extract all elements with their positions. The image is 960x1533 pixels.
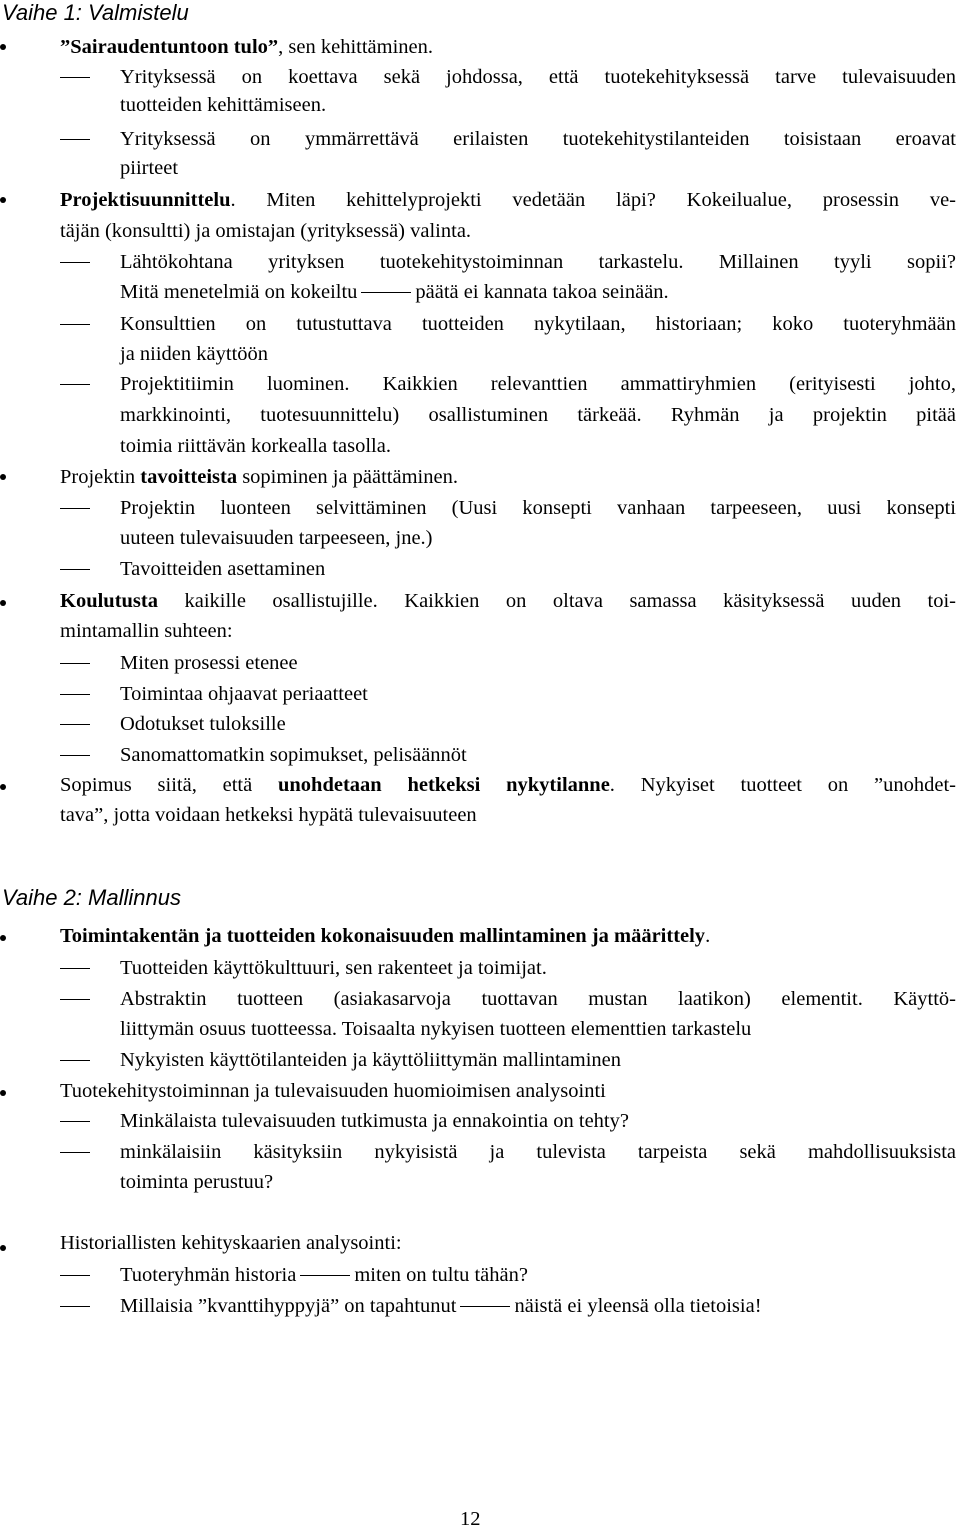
item-text: , sen kehittäminen.	[278, 36, 434, 58]
bold-text: ”Sairaudentuntoon tulo”	[60, 36, 279, 58]
bullet	[0, 1090, 6, 1096]
dash-marker	[60, 724, 90, 725]
sub-item-line: tuotteiden kehittämiseen.	[120, 94, 327, 116]
sub-item: Tuotteiden käyttökulttuuri, sen rakenteet ja toimijat.	[120, 957, 547, 979]
dash-marker	[60, 384, 90, 385]
bold-text: tavoitteista	[140, 466, 238, 488]
em-dash	[460, 1306, 510, 1307]
em-dash	[300, 1275, 350, 1276]
item-text: sopiminen ja päättäminen.	[237, 466, 458, 488]
dash-marker	[60, 968, 90, 969]
list-item	[60, 587, 956, 615]
bullet	[0, 600, 6, 606]
sub-item-text: Tuoteryhmän historia	[120, 1264, 297, 1286]
bullet	[0, 935, 6, 941]
item-text: .	[705, 925, 711, 947]
item-text: . Miten kehittelyprojekti vedetään läpi? Kokeilualue, prosessin ve-	[230, 189, 956, 211]
sub-item: Odotukset tuloksille	[120, 713, 286, 735]
bullet	[0, 44, 6, 50]
sub-item: Nykyisten käyttötilanteiden ja käyttöliittymän mallintaminen	[120, 1049, 622, 1071]
list-item	[60, 922, 710, 950]
item-text: Projektin	[60, 466, 141, 488]
item-text: . Nykyiset tuotteet on ”unohdet-	[609, 774, 956, 796]
bold-text: Projektisuunnittelu	[60, 189, 231, 211]
list-item: Tuotekehitystoiminnan ja tulevaisuuden huomioimisen analysointi	[60, 1080, 606, 1102]
sub-item: Sanomattomatkin sopimukset, pelisäännöt	[120, 744, 467, 766]
sub-item-line: Projektitiimin luominen. Kaikkien relevanttien ammattiryhmien (erityisesti johto,	[120, 373, 956, 395]
sub-item: Miten prosessi etenee	[120, 652, 298, 674]
sub-item-line: markkinointi, tuotesuunnittelu) osallistuminen tärkeää. Ryhmän ja projektin pitää	[120, 404, 956, 426]
dash-marker	[60, 663, 90, 664]
sub-item: Tavoitteiden asettaminen	[120, 558, 326, 580]
dash-marker	[60, 324, 90, 325]
sub-item-line: piirteet	[120, 157, 179, 179]
sub-item-text: Millaisia ”kvanttihyppyjä” on tapahtunut	[120, 1295, 457, 1317]
sub-item-line	[120, 278, 669, 306]
sub-item-line: liittymän osuus tuotteessa. Toisaalta nykyisen tuotteen elementtien tarkastelu	[120, 1018, 752, 1040]
dash-marker	[60, 694, 90, 695]
bold-text: Toimintakentän ja tuotteiden kokonaisuuden mallintaminen ja määrittely	[60, 925, 706, 947]
list-item	[60, 463, 458, 491]
sub-item-line: ja niiden käyttöön	[120, 343, 269, 365]
sub-item	[120, 1292, 762, 1320]
list-item-line: mintamallin suhteen:	[60, 620, 233, 642]
item-text: Sopimus siitä, että	[60, 774, 278, 796]
sub-item-line: Yrityksessä on ymmärrettävä erilaisten tuotekehitystilanteiden toisistaan eroavat	[120, 128, 956, 150]
em-dash	[361, 292, 411, 293]
sub-item-line: uuteen tulevaisuuden tarpeeseen, jne.)	[120, 527, 433, 549]
item-text: kaikille osallistujille. Kaikkien on oltava samassa käsityksessä uuden toi-	[157, 590, 956, 612]
dash-marker	[60, 262, 90, 263]
list-item-line: tava”, jotta voidaan hetkeksi hypätä tulevaisuuteen	[60, 804, 477, 826]
dash-marker	[60, 1121, 90, 1122]
list-item	[60, 33, 433, 61]
bullet	[0, 784, 6, 790]
list-item	[60, 771, 956, 799]
dash-marker	[60, 1060, 90, 1061]
section-heading: Vaihe 2: Mallinnus	[2, 885, 181, 910]
dash-marker	[60, 569, 90, 570]
sub-item-text: Mitä menetelmiä on kokeiltu	[120, 281, 358, 303]
sub-item-text: päätä ei kannata takoa seinään.	[415, 281, 669, 303]
dash-marker	[60, 77, 90, 78]
sub-item-line: Konsulttien on tutustuttava tuotteiden nykytilaan, historiaan; koko tuoteryhmään	[120, 313, 956, 335]
sub-item: Minkälaista tulevaisuuden tutkimusta ja ennakointia on tehty?	[120, 1110, 629, 1132]
dash-marker	[60, 755, 90, 756]
sub-item	[120, 1261, 528, 1289]
sub-item-text: näistä ei yleensä olla tietoisia!	[514, 1295, 762, 1317]
section-heading: Vaihe 1: Valmistelu	[2, 0, 189, 25]
sub-item-line: Lähtökohtana yrityksen tuotekehitystoiminnan tarkastelu. Millainen tyyli sopii?	[120, 251, 956, 273]
sub-item-line: minkälaisiin käsityksiin nykyisistä ja tulevista tarpeista sekä mahdollisuuksista	[120, 1141, 956, 1163]
sub-item-line: Projektin luonteen selvittäminen (Uusi konsepti vanhaan tarpeeseen, uusi konsepti	[120, 497, 956, 519]
dash-marker	[60, 1152, 90, 1153]
bullet	[0, 1245, 6, 1251]
sub-item-line: toiminta perustuu?	[120, 1171, 274, 1193]
sub-item-text: miten on tultu tähän?	[354, 1264, 528, 1286]
list-item: Historiallisten kehityskaarien analysointi:	[60, 1232, 402, 1254]
bullet	[0, 197, 6, 203]
dash-marker	[60, 139, 90, 140]
page-number: 12	[460, 1508, 481, 1530]
list-item-line: täjän (konsultti) ja omistajan (yrityksessä) valinta.	[60, 220, 472, 242]
bold-text: unohdetaan hetkeksi nykytilanne	[277, 774, 610, 796]
list-item	[60, 186, 956, 214]
sub-item: Toimintaa ohjaavat periaatteet	[120, 683, 368, 705]
dash-marker	[60, 1275, 90, 1276]
sub-item-line: Yrityksessä on koettava sekä johdossa, että tuotekehityksessä tarve tulevaisuuden	[120, 66, 956, 88]
dash-marker	[60, 999, 90, 1000]
dash-marker	[60, 508, 90, 509]
bullet	[0, 474, 6, 480]
sub-item-line: toimia riittävän korkealla tasolla.	[120, 435, 391, 457]
dash-marker	[60, 1306, 90, 1307]
bold-text: Koulutusta	[60, 590, 158, 612]
sub-item-line: Abstraktin tuotteen (asiakasarvoja tuottavan mustan laatikon) elementit. Käyttö-	[120, 988, 956, 1010]
